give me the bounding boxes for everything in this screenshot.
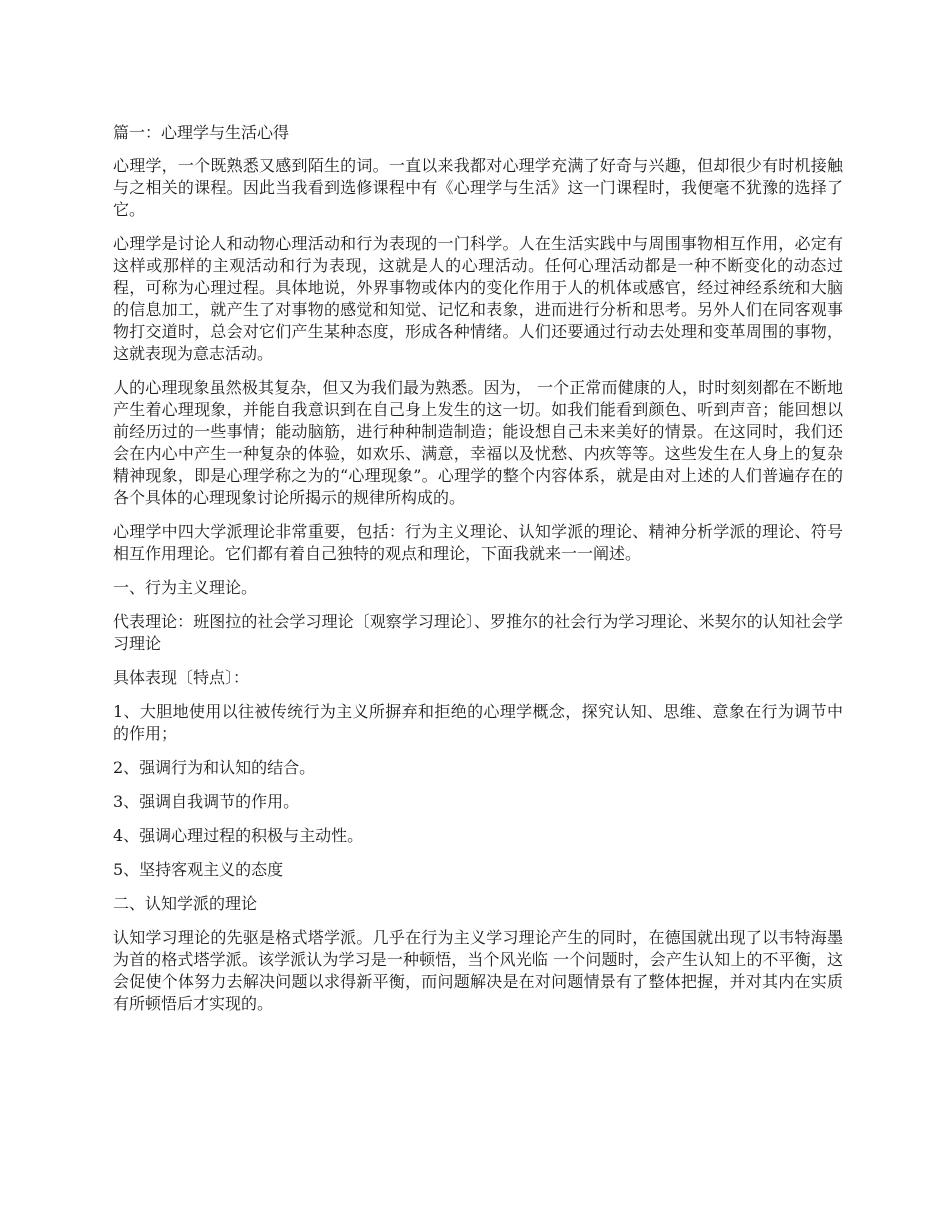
paragraph-features-heading: 具体表现〔特点〕： bbox=[113, 668, 250, 687]
paragraph-definition: 心理学是讨论人和动物心理活动和行为表现的一门科学。人在生活实践中与周围事物相互作用，必定有这样或那样的主观活动和行为表现，这就是人的心理活动。任何心理活动都是一种不断变化的动态过程，可称为心理过程。具体地说，外界事物或体内的变化作用于人的机体或感官，经过神经系统和大脑的信息加工，就产生了对事物的感觉和知觉、记忆和表象，进而进行分析和思考。另外人们在同客观事物打交道时，总会对它们产生某种态度，形成各种情绪。人们还要通过行动去处理和变革周围的事物，这就表现为意志活动。 bbox=[113, 234, 843, 363]
section-heading-cognitive: 二、认知学派的理论 bbox=[113, 894, 258, 913]
document-page bbox=[113, 122, 843, 1027]
paragraph-phenomena: 人的心理现象虽然极其复杂，但又为我们最为熟悉。因为， 一个正常而健康的人，时时刻刻都在不断地产生着心理现象，并能自我意识到在自己身上发生的这一切。如我们能看到颜色、听到声音；能回想以前经历过的一些事情；能动脑筋，进行种种制造制造；能设想自己未来美好的情景。在这同时，我们还会在内心中产生一种复杂的体验，如欢乐、满意，幸福以及忧愁、内疚等等。这些发生在人身上的复杂精神现象，即是心理学称之为的“心理现象”。心理学的整个内容体系，就是由对上述的人们普遍存在的各个具体的心理现象讨论所揭示的规律所构成的。 bbox=[113, 378, 843, 507]
paragraph-gestalt: 认知学习理论的先驱是格式塔学派。几乎在行为主义学习理论产生的同时，在德国就出现了以韦特海墨为首的格式塔学派。该学派认为学习是一种顿悟，当个风光临 一个问题时，会产生认知上的不平衡，这会促使个体努力去解决问题以求得新平衡，而问题解决是在对问题情景有了整体把握，并对其内在实质有所顿悟后才实现的。 bbox=[113, 928, 843, 1013]
paragraph-representative-theories: 代表理论：班图拉的社会学习理论〔观察学习理论〕、罗推尔的社会行为学习理论、米契尔的认知社会学习理论 bbox=[113, 612, 843, 653]
list-item-1: 1、大胆地使用以往被传统行为主义所摒弃和拒绝的心理学概念，探究认知、思维、意象在行为调节中的作用； bbox=[113, 702, 843, 743]
paragraph-four-schools: 心理学中四大学派理论非常重要，包括：行为主义理论、认知学派的理论、精神分析学派的理论、符号相互作用理论。它们都有着自己独特的观点和理论，下面我就来一一阐述。 bbox=[113, 522, 843, 563]
document-title: 篇一：心理学与生活心得 bbox=[113, 123, 290, 142]
list-item-5: 5、坚持客观主义的态度 bbox=[113, 860, 284, 879]
paragraph-intro: 心理学，一个既熟悉又感到陌生的词。一直以来我都对心理学充满了好奇与兴趣，但却很少有时机接触与之相关的课程。因此当我看到选修课程中有《心理学与生活》这一门课程时，我便毫不犹豫的选择了它。 bbox=[113, 156, 843, 219]
list-item-3: 3、强调自我调节的作用。 bbox=[113, 792, 300, 811]
list-item-4: 4、强调心理过程的积极与主动性。 bbox=[113, 826, 364, 845]
section-heading-behaviorism: 一、行为主义理论。 bbox=[113, 578, 258, 597]
list-item-2: 2、强调行为和认知的结合。 bbox=[113, 758, 316, 777]
